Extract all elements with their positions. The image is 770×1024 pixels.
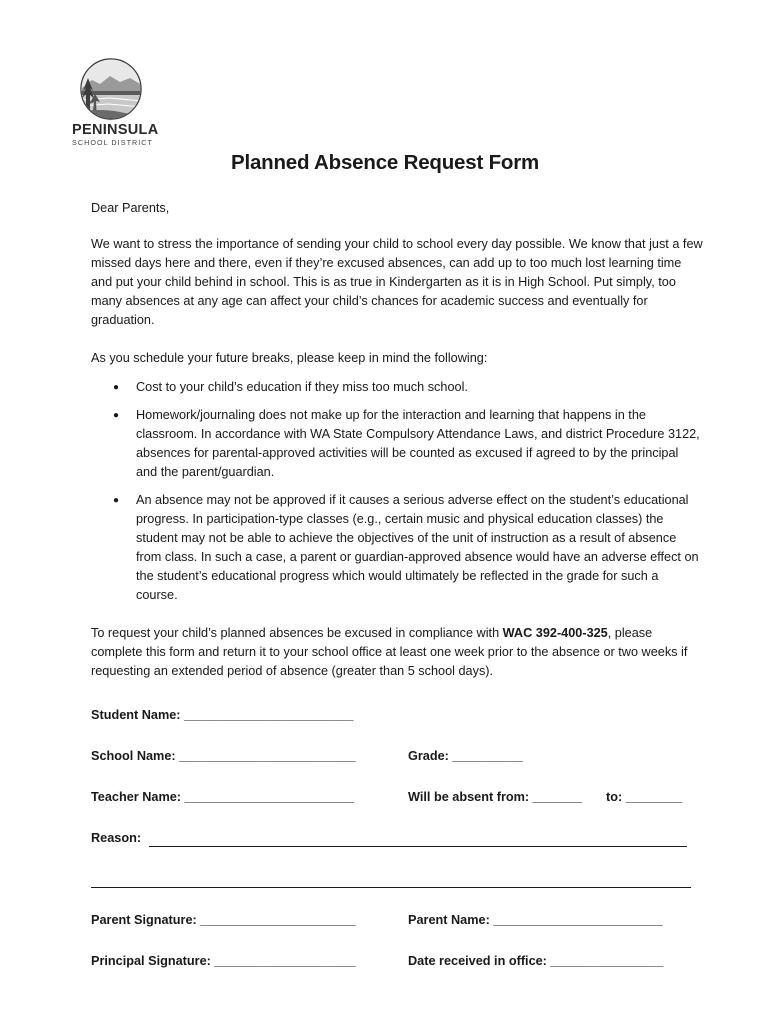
list-item: ● An absence may not be approved if it causes a serious adverse effect on the student’s educational progress. In participation-type classes (e.g., certain music and physical education classes) the student may not be able to achieve the objectives of the unit of instruction as a result of absence from class. In such a case, a parent or guardian-approved absence would have an adverse effect on the student’s educational progress which would ultimately be reflected in the grade for such a course.	[91, 491, 703, 605]
list-item: ● Homework/journaling does not make up for the interaction and learning that happens in the classroom. In accordance with WA State Compulsory Attendance Laws, and district Procedure 3122, absences for parental-approved activities will be counted as excused if agreed to by the principal and the parent/guardian.	[91, 406, 703, 482]
district-logo	[72, 58, 159, 147]
list-item: ● Cost to your child’s education if they miss too much school.	[91, 378, 703, 397]
greeting: Dear Parents,	[91, 201, 170, 215]
peninsula-emblem-icon	[80, 58, 142, 120]
considerations-list	[91, 378, 703, 614]
date-received-field[interactable]: Date received in office: ________________	[408, 954, 664, 968]
grade-field[interactable]: Grade: __________	[408, 749, 523, 763]
lead-paragraph: As you schedule your future breaks, please keep in mind the following:	[91, 351, 488, 365]
absent-to-field[interactable]: to: ________	[606, 790, 683, 804]
parent-signature-field[interactable]: Parent Signature: ______________________	[91, 913, 356, 927]
parent-name-field[interactable]: Parent Name: ________________________	[408, 913, 663, 927]
reason-line-1[interactable]	[149, 846, 687, 847]
school-name-field[interactable]: School Name: _________________________	[91, 749, 356, 763]
request-text-after: , please complete this form and return it to your school office at least one week prior to the absence or two weeks if requesting an extended period of absence (greater than 5 school days).	[91, 626, 688, 678]
page-title: Planned Absence Request Form	[230, 151, 540, 174]
reason-line-2[interactable]	[91, 887, 691, 888]
request-text-before: To request your child’s planned absences be excused in compliance with	[91, 626, 503, 640]
reason-label: Reason:	[91, 831, 142, 845]
student-name-field[interactable]: Student Name: ________________________	[91, 708, 354, 722]
request-paragraph	[91, 624, 703, 681]
intro-paragraph: We want to stress the importance of sending your child to school every day possible. We know that just a few missed days here and there, even if they’re excused absences, can add up to too much lost learning time and put your child behind in school. This is as true in Kindergarten as it is in High School. Put simply, too many absences at any age can affect your child’s chances for academic success and eventually for graduation.	[91, 237, 703, 327]
district-name: PENINSULA	[72, 122, 159, 138]
wac-reference: WAC 392-400-325	[502, 626, 608, 640]
district-subtitle: SCHOOL DISTRICT	[72, 138, 153, 147]
absent-from-field[interactable]: Will be absent from: _______	[408, 790, 583, 804]
teacher-name-field[interactable]: Teacher Name: ________________________	[91, 790, 354, 804]
principal-signature-field[interactable]: Principal Signature: ____________________	[91, 954, 356, 968]
